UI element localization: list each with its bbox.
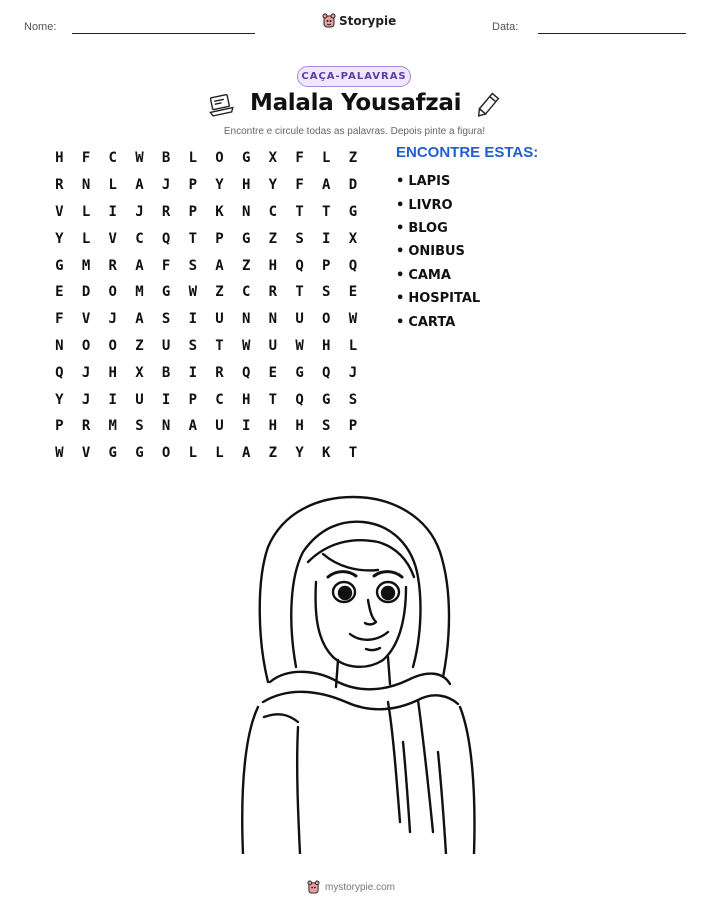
footer — [307, 880, 395, 895]
grid-letter[interactable]: O — [81, 337, 91, 354]
word-list-item — [396, 310, 480, 333]
grid-letter[interactable]: D — [81, 284, 91, 301]
grid-letter[interactable]: I — [241, 418, 251, 435]
grid-letter[interactable]: F — [81, 150, 91, 167]
word-search-grid[interactable] — [46, 145, 366, 467]
grid-letter[interactable]: K — [215, 203, 224, 220]
grid-letter[interactable]: O — [161, 445, 171, 462]
grid-letter[interactable]: H — [241, 391, 251, 408]
grid-letter[interactable]: W — [135, 150, 144, 167]
grid-letter[interactable]: T — [295, 203, 304, 220]
grid-letter[interactable]: R — [215, 364, 224, 381]
grid-letter[interactable]: L — [81, 230, 91, 247]
word-list — [396, 170, 480, 334]
grid-letter[interactable]: C — [241, 284, 251, 301]
grid-letter[interactable]: T — [322, 203, 331, 220]
grid-letter[interactable]: A — [135, 177, 144, 194]
grid-letter[interactable]: P — [55, 418, 64, 435]
grid-letter[interactable]: L — [188, 150, 197, 167]
pencil-icon — [472, 91, 502, 121]
bullet: • — [396, 174, 405, 190]
grid-letter[interactable]: W — [241, 337, 251, 354]
grid-letter[interactable]: A — [241, 445, 251, 462]
grid-letter[interactable]: I — [108, 203, 117, 220]
malala-coloring-illustration — [228, 492, 478, 854]
bullet: • — [396, 197, 405, 213]
storypie-mascot-icon — [307, 880, 320, 895]
grid-letter[interactable]: G — [295, 364, 304, 381]
grid-letter[interactable]: W — [188, 284, 197, 301]
grid-letter[interactable]: J — [135, 203, 144, 220]
grid-letter[interactable]: P — [188, 391, 197, 408]
grid-letter[interactable]: V — [81, 445, 91, 462]
grid-letter[interactable]: N — [161, 418, 171, 435]
grid-letter[interactable]: Y — [295, 445, 304, 462]
grid-letter[interactable]: R — [81, 418, 91, 435]
grid-row — [46, 333, 366, 360]
grid-letter[interactable]: L — [188, 445, 197, 462]
grid-letter[interactable]: M — [135, 284, 144, 301]
word-list-word: ONIBUS — [408, 244, 465, 260]
grid-letter[interactable]: B — [161, 150, 171, 167]
word-list-item — [396, 264, 480, 287]
grid-letter[interactable]: K — [322, 445, 331, 462]
grid-letter[interactable]: H — [241, 177, 251, 194]
laptop-icon — [207, 93, 235, 117]
grid-letter[interactable]: U — [161, 337, 171, 354]
grid-letter[interactable]: S — [295, 230, 304, 247]
grid-letter[interactable]: N — [81, 177, 91, 194]
grid-letter[interactable]: G — [348, 203, 358, 220]
grid-letter[interactable]: A — [135, 311, 144, 328]
grid-row — [46, 440, 366, 467]
word-list-title: ENCONTRE ESTAS: — [396, 144, 539, 161]
word-list-word: LIVRO — [408, 197, 453, 213]
name-line[interactable] — [72, 33, 255, 34]
bullet: • — [396, 244, 405, 260]
date-line[interactable] — [538, 33, 686, 34]
grid-letter[interactable]: Z — [268, 230, 278, 247]
grid-letter[interactable]: N — [268, 311, 278, 328]
grid-row — [46, 306, 366, 333]
bullet: • — [396, 291, 405, 307]
grid-letter[interactable]: C — [268, 203, 278, 220]
grid-letter[interactable]: G — [161, 284, 171, 301]
grid-letter[interactable]: Y — [268, 177, 278, 194]
grid-letter[interactable]: A — [188, 418, 197, 435]
grid-letter[interactable]: W — [348, 311, 358, 328]
grid-letter[interactable]: Q — [241, 364, 251, 381]
grid-letter[interactable]: O — [215, 150, 224, 167]
grid-letter[interactable]: U — [135, 391, 144, 408]
word-list-item — [396, 217, 480, 240]
grid-row — [46, 359, 366, 386]
grid-letter[interactable]: T — [268, 391, 278, 408]
grid-letter[interactable]: H — [108, 364, 117, 381]
grid-row — [46, 172, 366, 199]
grid-letter[interactable]: H — [268, 257, 278, 274]
grid-letter[interactable]: C — [215, 391, 224, 408]
grid-letter[interactable]: W — [295, 337, 304, 354]
grid-letter[interactable]: S — [135, 418, 144, 435]
grid-letter[interactable]: P — [348, 418, 358, 435]
grid-letter[interactable]: G — [241, 150, 251, 167]
grid-letter[interactable]: J — [81, 364, 91, 381]
word-list-word: HOSPITAL — [408, 291, 481, 307]
grid-letter[interactable]: P — [188, 203, 197, 220]
grid-letter[interactable]: H — [268, 418, 278, 435]
grid-letter[interactable]: N — [55, 337, 64, 354]
grid-letter[interactable]: Q — [295, 391, 304, 408]
grid-letter[interactable]: S — [348, 391, 358, 408]
worksheet-type-badge: CAÇA-PALAVRAS — [297, 66, 411, 87]
grid-letter[interactable]: F — [295, 150, 304, 167]
grid-letter[interactable]: O — [322, 311, 331, 328]
word-list-item — [396, 170, 480, 193]
word-list-word: LAPIS — [408, 174, 451, 190]
grid-letter[interactable]: T — [188, 230, 197, 247]
grid-letter[interactable]: Q — [348, 257, 358, 274]
grid-letter[interactable]: Q — [161, 230, 171, 247]
grid-letter[interactable]: Y — [55, 391, 64, 408]
grid-letter[interactable]: Q — [55, 364, 64, 381]
grid-letter[interactable]: U — [215, 418, 224, 435]
page-title: Malala Yousafzai — [250, 90, 462, 116]
grid-letter[interactable]: O — [108, 284, 117, 301]
grid-letter[interactable]: S — [188, 257, 197, 274]
grid-letter[interactable]: H — [322, 337, 331, 354]
word-list-item — [396, 287, 480, 310]
grid-letter[interactable]: E — [348, 284, 358, 301]
grid-letter[interactable]: G — [322, 391, 331, 408]
grid-letter[interactable]: Z — [215, 284, 224, 301]
grid-letter[interactable]: L — [348, 337, 358, 354]
grid-letter[interactable]: R — [161, 203, 171, 220]
grid-row — [46, 252, 366, 279]
grid-letter[interactable]: E — [55, 284, 64, 301]
word-list-item — [396, 193, 480, 216]
brand-logo — [322, 13, 396, 29]
grid-row — [46, 386, 366, 413]
grid-letter[interactable]: P — [188, 177, 197, 194]
bullet: • — [396, 220, 405, 236]
name-label: Nome: — [24, 21, 57, 33]
grid-letter[interactable]: U — [268, 337, 278, 354]
grid-letter[interactable]: A — [215, 257, 224, 274]
grid-letter[interactable]: M — [81, 257, 91, 274]
grid-letter[interactable]: R — [268, 284, 278, 301]
grid-row — [46, 413, 366, 440]
grid-letter[interactable]: F — [161, 257, 171, 274]
grid-letter[interactable]: Z — [268, 445, 278, 462]
grid-letter[interactable]: T — [348, 445, 358, 462]
grid-letter[interactable]: I — [161, 391, 171, 408]
brand-name: Storypie — [339, 14, 397, 28]
grid-letter[interactable]: O — [108, 337, 117, 354]
grid-letter[interactable]: G — [241, 230, 251, 247]
grid-letter[interactable]: H — [295, 418, 304, 435]
grid-letter[interactable]: U — [295, 311, 304, 328]
grid-letter[interactable]: A — [322, 177, 331, 194]
grid-letter[interactable]: C — [108, 150, 117, 167]
grid-letter[interactable]: S — [161, 311, 171, 328]
grid-letter[interactable]: S — [322, 284, 331, 301]
grid-letter[interactable]: M — [108, 418, 117, 435]
instructions: Encontre e circule todas as palavras. Depois pinte a figura! — [223, 126, 486, 137]
grid-letter[interactable]: I — [322, 230, 331, 247]
bullet: • — [396, 314, 405, 330]
grid-letter[interactable]: Y — [215, 177, 224, 194]
storypie-mascot-icon — [322, 13, 336, 29]
grid-letter[interactable]: T — [215, 337, 224, 354]
grid-letter[interactable]: B — [161, 364, 171, 381]
grid-letter[interactable]: J — [81, 391, 91, 408]
grid-letter[interactable]: A — [135, 257, 144, 274]
grid-letter[interactable]: V — [108, 230, 117, 247]
grid-letter[interactable]: V — [55, 203, 64, 220]
grid-letter[interactable]: R — [55, 177, 64, 194]
word-list-word: CARTA — [408, 314, 456, 330]
word-list-item — [396, 240, 480, 263]
grid-letter[interactable]: C — [135, 230, 144, 247]
grid-letter[interactable]: H — [55, 150, 64, 167]
date-label: Data: — [492, 21, 519, 33]
grid-letter[interactable]: P — [322, 257, 331, 274]
grid-letter[interactable]: G — [135, 445, 144, 462]
grid-letter[interactable]: D — [348, 177, 358, 194]
grid-letter[interactable]: N — [241, 311, 251, 328]
grid-letter[interactable]: Z — [348, 150, 358, 167]
grid-letter[interactable]: F — [295, 177, 304, 194]
grid-letter[interactable]: V — [81, 311, 91, 328]
grid-row — [46, 199, 366, 226]
grid-letter[interactable]: X — [348, 230, 358, 247]
grid-letter[interactable]: I — [188, 364, 197, 381]
grid-letter[interactable]: P — [215, 230, 224, 247]
grid-letter[interactable]: Y — [55, 230, 64, 247]
grid-letter[interactable]: F — [55, 311, 64, 328]
grid-letter[interactable]: S — [322, 418, 331, 435]
grid-letter[interactable]: G — [55, 257, 64, 274]
grid-letter[interactable]: X — [135, 364, 144, 381]
grid-row — [46, 279, 366, 306]
grid-letter[interactable]: G — [108, 445, 117, 462]
grid-letter[interactable]: L — [215, 445, 224, 462]
grid-row — [46, 225, 366, 252]
grid-letter[interactable]: Q — [295, 257, 304, 274]
grid-row — [46, 145, 366, 172]
grid-letter[interactable]: U — [215, 311, 224, 328]
bullet: • — [396, 267, 405, 283]
grid-letter[interactable]: T — [295, 284, 304, 301]
word-list-word: CAMA — [408, 267, 451, 283]
grid-letter[interactable]: I — [108, 391, 117, 408]
grid-letter[interactable]: J — [108, 311, 117, 328]
grid-letter[interactable]: I — [188, 311, 197, 328]
grid-letter[interactable]: L — [81, 203, 91, 220]
footer-url[interactable]: mystorypie.com — [325, 882, 396, 893]
grid-letter[interactable]: L — [108, 177, 117, 194]
grid-letter[interactable]: J — [348, 364, 358, 381]
grid-letter[interactable]: E — [268, 364, 278, 381]
word-list-word: BLOG — [408, 220, 448, 236]
grid-letter[interactable]: N — [241, 203, 251, 220]
grid-letter[interactable]: J — [161, 177, 171, 194]
grid-letter[interactable]: Q — [322, 364, 331, 381]
grid-letter[interactable]: R — [108, 257, 117, 274]
grid-letter[interactable]: Z — [241, 257, 251, 274]
grid-letter[interactable]: X — [268, 150, 278, 167]
grid-letter[interactable]: S — [188, 337, 197, 354]
grid-letter[interactable]: W — [55, 445, 64, 462]
grid-letter[interactable]: Z — [135, 337, 144, 354]
grid-letter[interactable]: L — [322, 150, 331, 167]
